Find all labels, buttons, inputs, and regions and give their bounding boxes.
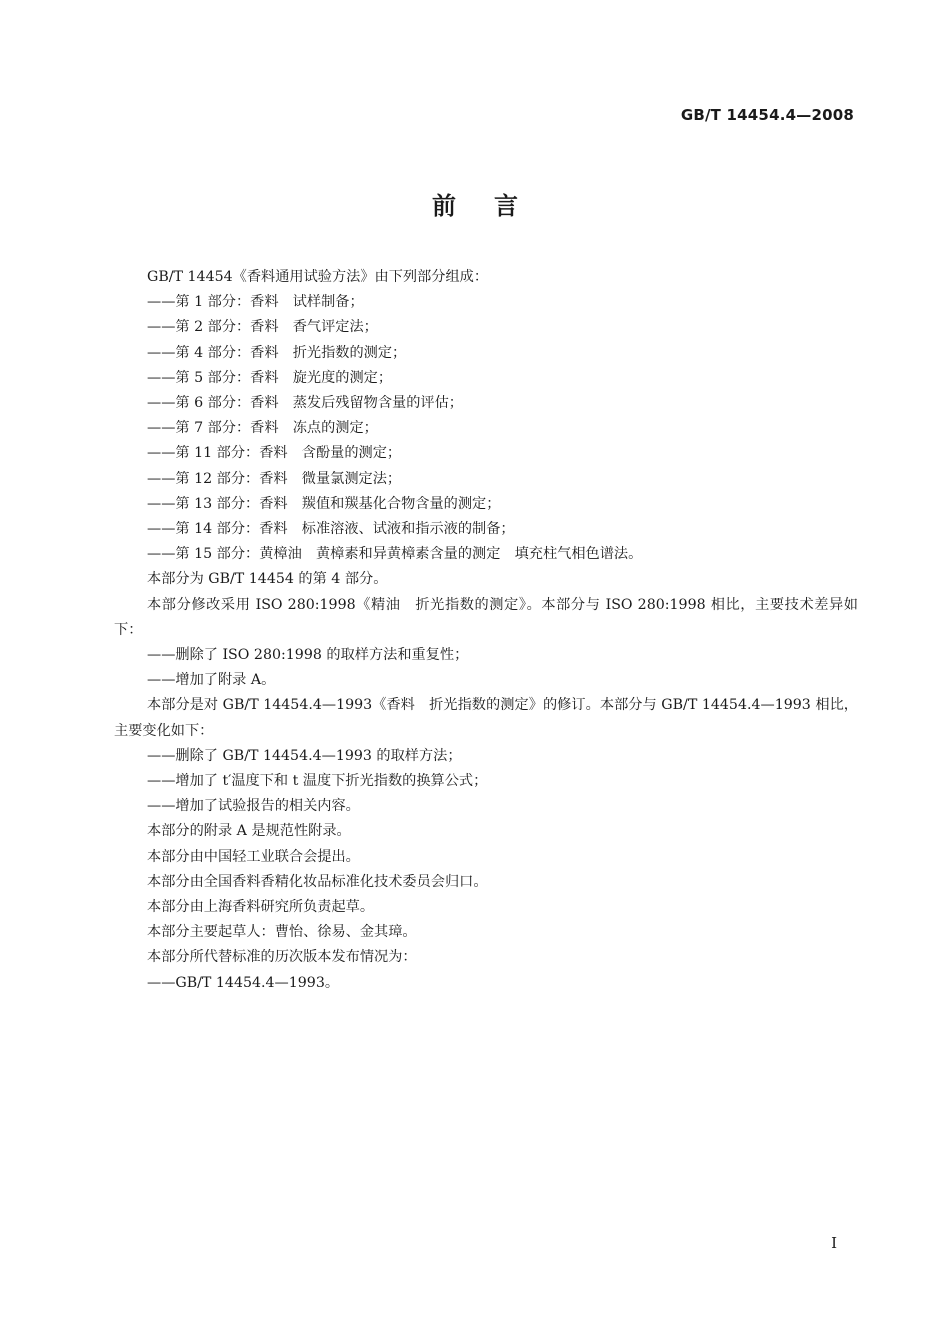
standard-number: GB/T 14454.4—2008 xyxy=(680,106,854,124)
paragraph: 本部分所代替标准的历次版本发布情况为： xyxy=(147,949,417,966)
paragraph: ——第 11 部分：香料 含酚量的测定； xyxy=(147,445,402,462)
page-number: I xyxy=(831,1234,837,1252)
paragraph: 本部分的附录 A 是规范性附录。 xyxy=(147,823,351,840)
paragraph: ——第 4 部分：香料 折光指数的测定； xyxy=(147,344,407,361)
paragraph: 本部分为 GB/T 14454 的第 4 部分。 xyxy=(147,571,388,588)
paragraph: ——增加了试验报告的相关内容。 xyxy=(147,798,360,815)
paragraph: ——删除了 ISO 280:1998 的取样方法和重复性； xyxy=(147,647,469,664)
paragraph: ——删除了 GB/T 14454.4—1993 的取样方法； xyxy=(147,747,462,764)
page-title: 前言 xyxy=(432,192,556,220)
foreword-body xyxy=(114,265,858,996)
paragraph: 本部分由上海香料研究所负责起草。 xyxy=(147,899,375,916)
paragraph: ——第 15 部分：黄樟油 黄樟素和异黄樟素含量的测定 填充柱气相色谱法。 xyxy=(147,546,643,563)
paragraph: 本部分修改采用 ISO 280:1998《精油 折光指数的测定》。本部分与 ISO 280:1998 相比，主要技术差异如下： xyxy=(114,596,858,638)
paragraph: GB/T 14454《香料通用试验方法》由下列部分组成： xyxy=(147,269,489,285)
paragraph: ——第 5 部分：香料 旋光度的测定； xyxy=(147,369,393,386)
paragraph: 本部分由全国香料香精化妆品标准化技术委员会归口。 xyxy=(147,873,488,890)
paragraph: ——第 14 部分：香料 标准溶液、试液和指示液的制备； xyxy=(147,521,515,538)
paragraph: ——GB/T 14454.4—1993。 xyxy=(147,974,340,991)
paragraph: ——第 1 部分：香料 试样制备； xyxy=(147,294,364,311)
paragraph: ——第 13 部分：香料 羰值和羰基化合物含量的测定； xyxy=(147,495,501,512)
paragraph: ——第 6 部分：香料 蒸发后残留物含量的评估； xyxy=(147,395,463,412)
paragraph: 本部分由中国轻工业联合会提出。 xyxy=(147,848,360,865)
paragraph: ——增加了 t′温度下和 t 温度下折光指数的换算公式； xyxy=(147,773,488,790)
paragraph: 本部分主要起草人：曹怡、徐易、金其璋。 xyxy=(147,924,417,941)
paragraph: ——第 2 部分：香料 香气评定法； xyxy=(147,319,378,336)
paragraph: ——第 7 部分：香料 冻点的测定； xyxy=(147,420,378,437)
paragraph: ——第 12 部分：香料 微量氯测定法； xyxy=(147,470,402,487)
paragraph: 本部分是对 GB/T 14454.4—1993《香料 折光指数的测定》的修订。本部分与 GB/T 14454.4—1993 相比，主要变化如下： xyxy=(114,697,858,739)
paragraph: ——增加了附录 A。 xyxy=(147,672,276,689)
